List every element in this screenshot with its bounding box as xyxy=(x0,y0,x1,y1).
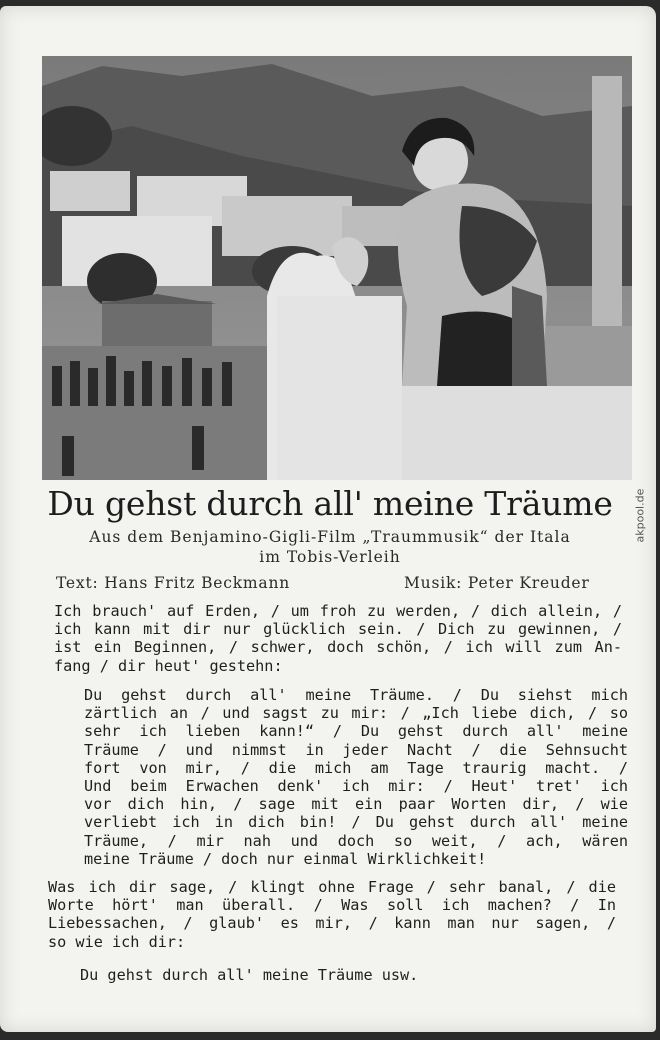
refrain-line: fort von mir, / die mich am Tage traurig macht. / xyxy=(84,758,628,777)
closing-line xyxy=(80,966,600,984)
refrain-line: Und beim Erwachen denk' ich mir: / Heut' tret' ich xyxy=(84,777,628,796)
verse-1-line: ich kann mit dir nur glücklich sein. / Dich zu gewinnen, / xyxy=(54,620,622,639)
song-title: Du gehst durch all' meine Träume xyxy=(47,484,613,523)
refrain-line: meine Träume / doch nur einmal Wirklichkeit! xyxy=(84,849,487,868)
refrain-line: Träume, / mir nah und doch so weit, / ach, wären xyxy=(84,831,628,850)
refrain-line: sehr ich lieben kann!“ / Du gehst durch all' meine xyxy=(84,722,628,741)
film-still-photo xyxy=(42,56,632,480)
subtitle-film: Aus dem Benjamino-Gigli-Film „Traummusik“ der Itala xyxy=(89,528,571,546)
refrain-line: vor dich hin, / sage mit ein paar Worten dir, / wie xyxy=(84,795,628,814)
verse-1-line: ist ein Beginnen, / schwer, doch schön, / ich will zum An- xyxy=(54,638,622,657)
verse-2-line: so wie ich dir: xyxy=(48,932,186,951)
verse-2-line: Liebessachen, / glaub' es mir, / kann man nur sagen, / xyxy=(48,914,616,933)
refrain-line: verliebt ich in dich bin! / Du gehst durch all' meine xyxy=(84,813,628,832)
verse-1-line: Ich brauch' auf Erden, / um froh zu werden, / dich allein, / xyxy=(54,602,622,620)
refrain-line: Du gehst durch all' meine Träume. / Du siehst mich xyxy=(84,686,628,704)
refrain-line: zärtlich an / und sagst zu mir: / „Ich liebe dich, / so xyxy=(84,704,628,723)
closing-text: Du gehst durch all' meine Träume usw. xyxy=(80,966,419,984)
verse-1 xyxy=(54,602,622,675)
refrain-line: Träume / und nimmst in jeder Nacht / die Sehnsucht xyxy=(84,740,628,759)
verse-2 xyxy=(48,878,616,951)
refrain xyxy=(84,686,628,868)
composer-credit: Musik: Peter Kreuder xyxy=(404,574,590,592)
verse-2-line: Was ich dir sage, / klingt ohne Frage / sehr banal, / die xyxy=(48,878,616,896)
verse-2-line: Worte hört' man überall. / Was soll ich machen? / In xyxy=(48,896,616,915)
subtitle-distributor: im Tobis-Verleih xyxy=(259,548,401,566)
postcard xyxy=(0,6,656,1032)
lyricist-credit: Text: Hans Fritz Beckmann xyxy=(56,574,291,592)
verse-1-line: fang / dir heut' gestehn: xyxy=(54,656,283,675)
photo-illustration xyxy=(42,56,632,480)
watermark-text: akpool.de xyxy=(633,488,647,543)
